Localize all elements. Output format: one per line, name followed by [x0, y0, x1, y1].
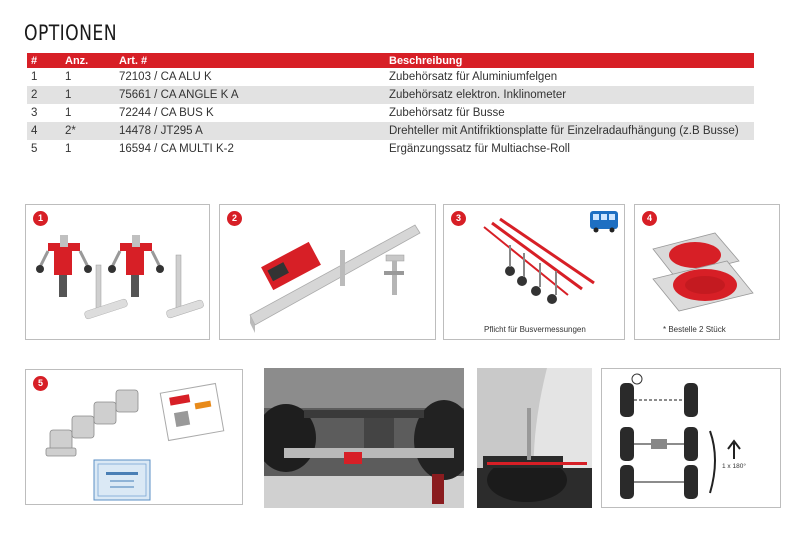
bus-kit-illustration	[444, 205, 625, 340]
header-quantity: Anz.	[61, 53, 115, 68]
panel-badge: 1	[33, 211, 48, 226]
axle-photo	[264, 368, 464, 508]
table-row	[27, 68, 754, 86]
axle-layout-diagram	[602, 369, 781, 508]
cell-quantity: 1	[65, 107, 72, 119]
cell-article: 75661 / CA ANGLE K A	[115, 86, 385, 104]
cell-number: 3	[31, 107, 38, 119]
extension-pins	[84, 255, 204, 320]
cell-description: Zubehörsatz für Busse	[389, 107, 505, 119]
cell-description: Zubehörsatz elektron. Inklinometer	[385, 86, 754, 104]
panel-badge: 4	[642, 211, 657, 226]
wheel-clamp-illustration	[477, 368, 592, 508]
cell-description: Drehteller mit Antifriktionsplatte für Einzelradaufhängung (z.B Busse)	[385, 122, 754, 140]
table-row	[27, 86, 754, 104]
bus-icon	[590, 211, 618, 233]
panel-badge: 5	[33, 376, 48, 391]
clamp-right	[108, 235, 164, 297]
panel-alu-kit	[25, 204, 210, 340]
panel-badge: 3	[451, 211, 466, 226]
bus-kit-caption: Pflicht für Busvermessungen	[484, 325, 586, 334]
certificate	[94, 460, 150, 500]
cell-description: Ergänzungssatz für Multiachse-Roll	[389, 143, 570, 155]
cell-quantity: 2*	[61, 122, 115, 140]
panel-bus-kit	[443, 204, 625, 340]
turntable-caption: * Bestelle 2 Stück	[663, 325, 726, 334]
header-description: Beschreibung	[385, 53, 754, 68]
header-article: Art. #	[115, 53, 385, 68]
cell-number: 5	[31, 143, 38, 155]
cell-article: 14478 / JT295 A	[115, 122, 385, 140]
table-row	[27, 104, 754, 122]
page-title: OPTIONEN	[24, 21, 118, 45]
multiaxle-kit-illustration	[26, 370, 243, 505]
options-table	[27, 53, 754, 158]
alu-clamp-illustration	[26, 205, 210, 340]
cell-article: 72103 / CA ALU K	[119, 71, 212, 83]
cell-article: 16594 / CA MULTI K-2	[119, 143, 234, 155]
clamp-left	[36, 235, 92, 297]
panel-inclinometer-kit	[219, 204, 436, 340]
manual-booklet	[160, 384, 223, 441]
inclinometer-illustration	[220, 205, 436, 340]
header-number: #	[27, 53, 61, 68]
multiaxle-diagram	[601, 368, 781, 508]
cell-quantity: 1	[65, 143, 72, 155]
rotation-label: 1 x 180°	[722, 463, 746, 470]
panel-badge: 2	[227, 211, 242, 226]
cell-number: 4	[27, 122, 61, 140]
cell-article: 72244 / CA BUS K	[119, 107, 214, 119]
panel-turntables	[634, 204, 780, 340]
turntable-illustration	[635, 205, 780, 340]
cell-description: Zubehörsatz für Aluminiumfelgen	[389, 71, 558, 83]
panel-multiaxle-kit	[25, 369, 243, 505]
table-row	[27, 140, 754, 158]
cell-quantity: 1	[65, 71, 72, 83]
axle-photo-illustration	[264, 368, 464, 508]
cell-number: 1	[31, 71, 38, 83]
cell-quantity: 1	[61, 86, 115, 104]
table-row	[27, 122, 754, 140]
wheel-clamp-photo	[477, 368, 592, 508]
table-header-row	[27, 53, 754, 68]
cell-number: 2	[27, 86, 61, 104]
